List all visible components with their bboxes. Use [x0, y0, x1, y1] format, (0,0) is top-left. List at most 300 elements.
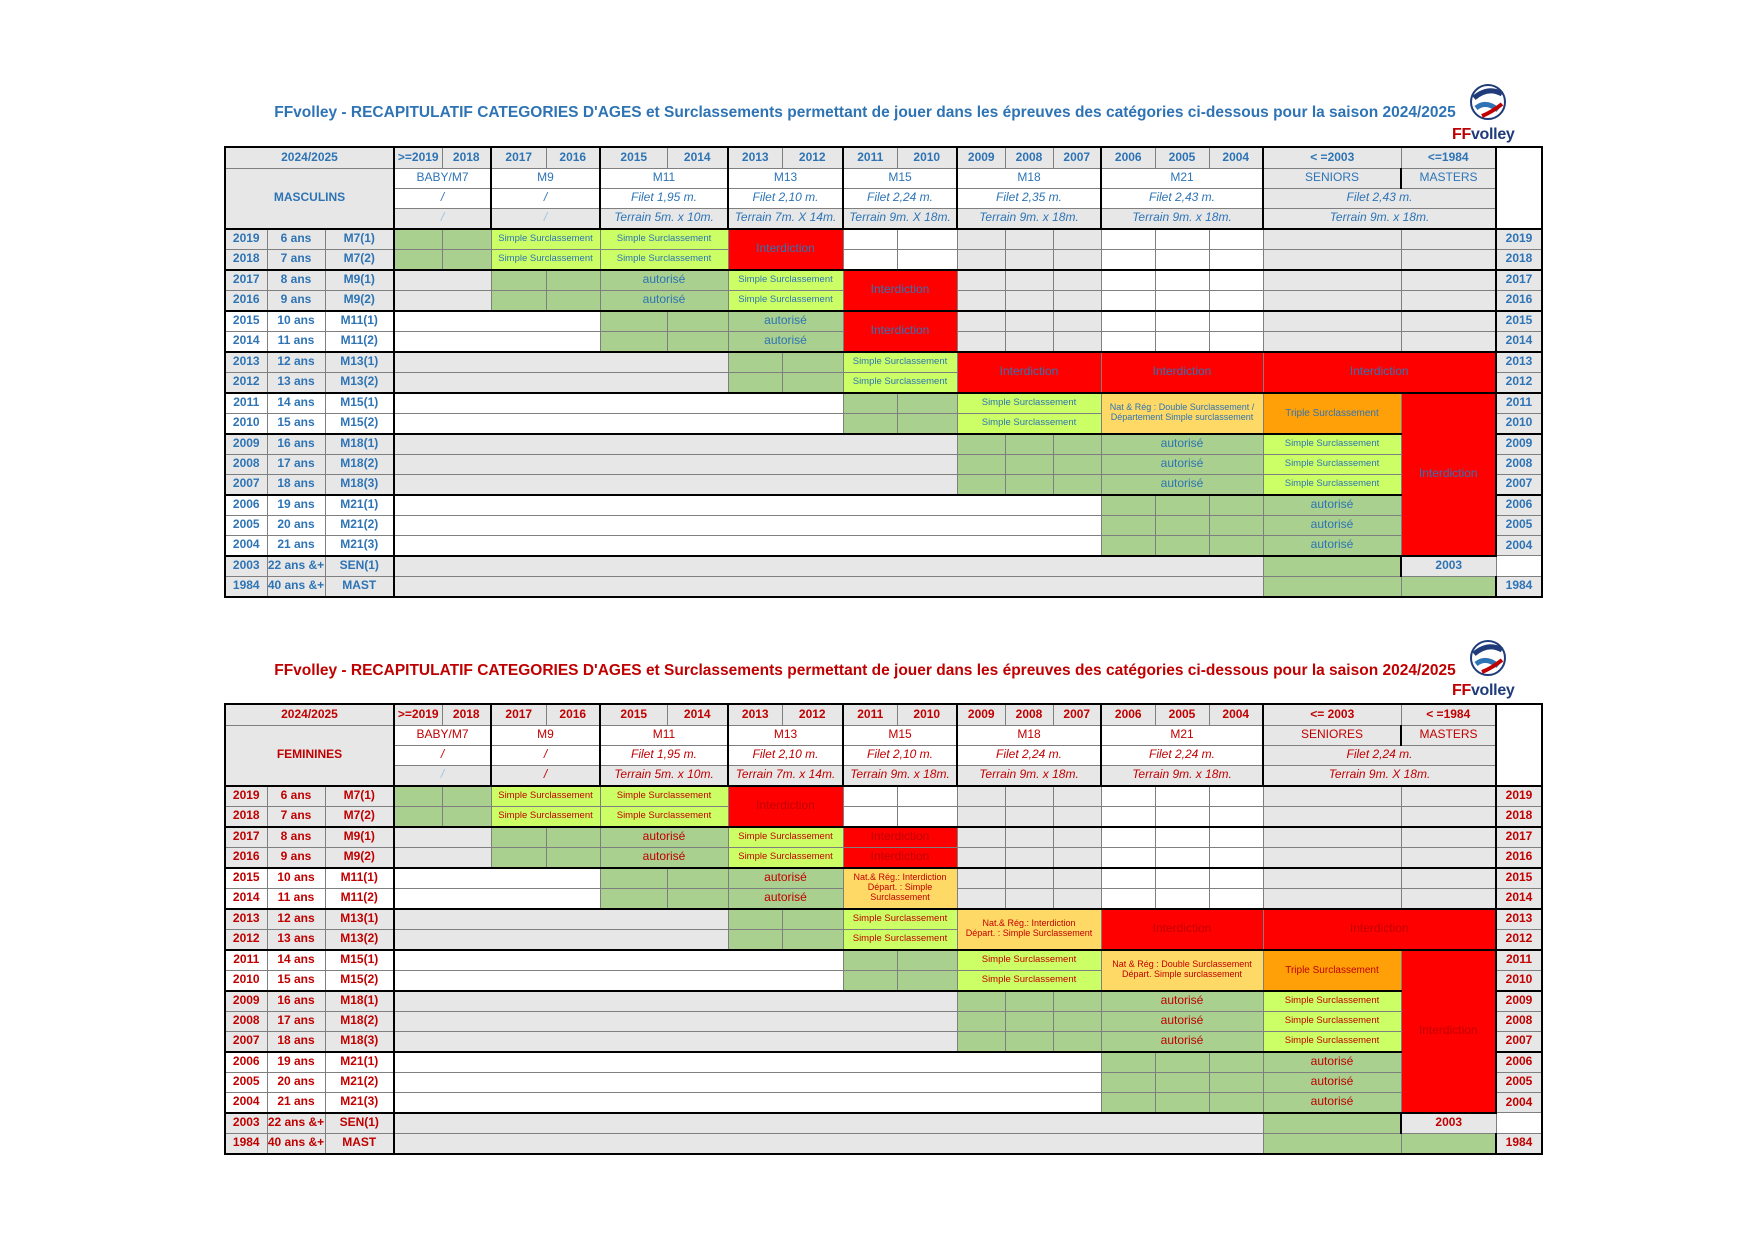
row-age: 9 ans	[267, 290, 325, 311]
terrain-header: /	[394, 765, 491, 786]
terrain-header: Terrain 7m. x 14m.	[728, 765, 843, 786]
row-category: M13(1)	[325, 909, 394, 930]
row-age: 10 ans	[267, 868, 325, 889]
green-cell	[957, 991, 1005, 1012]
row-age: 17 ans	[267, 454, 325, 474]
terrain-header: Terrain 9m. x 18m.	[1101, 765, 1263, 786]
year-header: 2009	[957, 704, 1005, 725]
empty-cell	[1263, 868, 1401, 889]
empty-cell	[1053, 270, 1101, 291]
green-cell	[1005, 474, 1053, 495]
empty-cell	[1155, 827, 1209, 848]
ffvolley-ball-icon	[1468, 638, 1508, 678]
empty-cell	[1053, 331, 1101, 352]
table-row	[225, 806, 1542, 827]
row-age: 7 ans	[267, 249, 325, 270]
green-cell	[1101, 515, 1155, 535]
green-cell	[546, 827, 600, 848]
empty-cell	[957, 847, 1005, 868]
simple-surclassement-cell: Simple Surclassement	[728, 290, 843, 311]
green-cell	[1209, 515, 1263, 535]
table-row	[225, 434, 1542, 455]
empty-cell	[394, 535, 1101, 556]
interdiction-cell: Interdiction	[728, 786, 843, 827]
interdiction-cell: Interdiction	[1263, 352, 1496, 393]
interdiction-cell: Interdiction	[1401, 950, 1496, 1113]
autorise-cell: autorisé	[600, 827, 728, 848]
terrain-header: /	[394, 208, 491, 229]
empty-cell	[1155, 249, 1209, 270]
empty-cell	[1155, 270, 1209, 291]
filet-header: Filet 1,95 m.	[600, 745, 728, 765]
empty-cell	[957, 229, 1005, 250]
empty-cell	[1101, 331, 1155, 352]
simple-surclassement-cell: Simple Surclassement	[600, 786, 728, 807]
two-line-text: Nat.& Rég.: Interdiction	[982, 918, 1076, 929]
ffvolley-logo	[1452, 638, 1532, 700]
empty-cell	[394, 495, 1101, 516]
empty-cell	[394, 950, 843, 971]
row-age: 7 ans	[267, 806, 325, 827]
empty-cell	[1155, 229, 1209, 250]
row-age: 18 ans	[267, 474, 325, 495]
green-cell	[1155, 1072, 1209, 1092]
green-cell	[394, 229, 442, 250]
row-year: 2018	[225, 806, 267, 827]
empty-cell	[843, 249, 897, 270]
green-cell	[782, 929, 843, 950]
category-header: BABY/M7	[394, 168, 491, 188]
row-age: 9 ans	[267, 847, 325, 868]
green-cell	[1005, 991, 1053, 1012]
row-year: 2007	[225, 1031, 267, 1052]
empty-cell	[1263, 806, 1401, 827]
green-cell	[897, 970, 957, 991]
two-line-text: Départ. Simple surclassement	[1121, 969, 1243, 979]
row-year-right: 2007	[1496, 474, 1542, 495]
simple-surclassement-cell: Simple Surclassement	[1263, 991, 1401, 1012]
simple-surclassement-cell: Simple Surclassement	[957, 950, 1101, 971]
table-row	[225, 515, 1542, 535]
m21-nat-dep-cell	[1101, 950, 1263, 991]
empty-cell	[957, 311, 1005, 332]
row-year: 1984	[225, 1133, 267, 1154]
green-cell	[546, 290, 600, 311]
green-cell	[600, 331, 667, 352]
empty-cell	[897, 229, 957, 250]
row-year-right: 2003	[1401, 1113, 1496, 1134]
table-row	[225, 495, 1542, 516]
terrain-header: Terrain 9m. X 18m.	[1263, 765, 1496, 786]
autorise-cell: autorisé	[728, 868, 843, 889]
row-category: M9(1)	[325, 270, 394, 291]
empty-cell	[394, 970, 843, 991]
empty-cell	[1101, 806, 1155, 827]
empty-cell	[957, 888, 1005, 909]
green-cell	[843, 413, 897, 434]
empty-cell	[1263, 229, 1401, 250]
category-header: M15	[843, 725, 957, 745]
empty-cell	[394, 290, 491, 311]
table-row	[225, 1092, 1542, 1113]
autorise-cell: autorisé	[1101, 1011, 1263, 1031]
interdiction-cell: Interdiction	[1101, 909, 1263, 950]
row-year-right: 2014	[1496, 888, 1542, 909]
empty-cell	[1005, 331, 1053, 352]
autorise-cell: autorisé	[1101, 474, 1263, 495]
table-row	[225, 1052, 1542, 1073]
ffvolley-wordmark: FFvolley	[1452, 126, 1515, 143]
row-year: 2018	[225, 249, 267, 270]
empty-cell	[1401, 868, 1496, 889]
row-category: MAST	[325, 1133, 394, 1154]
empty-cell	[1101, 249, 1155, 270]
year-header: 2013	[728, 704, 782, 725]
empty-cell	[1005, 290, 1053, 311]
green-cell	[728, 372, 782, 393]
empty-cell	[394, 847, 491, 868]
year-header: 2017	[491, 147, 546, 168]
row-year: 2017	[225, 270, 267, 291]
autorise-cell: autorisé	[1263, 535, 1401, 556]
green-cell	[1053, 991, 1101, 1012]
empty-cell	[1053, 786, 1101, 807]
empty-cell	[957, 331, 1005, 352]
simple-surclassement-cell: Simple Surclassement	[728, 847, 843, 868]
row-age: 20 ans	[267, 515, 325, 535]
header-filets-row	[225, 188, 1542, 208]
empty-cell	[957, 249, 1005, 270]
category-header: M21	[1101, 725, 1263, 745]
empty-cell	[1401, 229, 1496, 250]
autorise-cell: autorisé	[1263, 1092, 1401, 1113]
table-row	[225, 909, 1542, 930]
row-year-right: 2019	[1496, 229, 1542, 250]
green-cell	[843, 970, 897, 991]
filet-header: /	[394, 745, 491, 765]
green-cell	[442, 229, 491, 250]
green-cell	[1053, 434, 1101, 455]
season-label: 2024/2025	[225, 704, 394, 725]
green-cell	[782, 372, 843, 393]
row-category: M15(2)	[325, 413, 394, 434]
empty-cell	[1005, 806, 1053, 827]
interdiction-cell: Interdiction	[957, 352, 1101, 393]
category-header: M18	[957, 725, 1101, 745]
row-category: M21(2)	[325, 1072, 394, 1092]
green-cell	[1053, 1031, 1101, 1052]
row-year: 2016	[225, 847, 267, 868]
row-age: 15 ans	[267, 413, 325, 434]
simple-surclassement-cell: Simple Surclassement	[491, 806, 600, 827]
row-age: 8 ans	[267, 827, 325, 848]
empty-cell	[1053, 868, 1101, 889]
row-year-right: 2017	[1496, 270, 1542, 291]
terrain-header: Terrain 7m. X 14m.	[728, 208, 843, 229]
empty-cell	[394, 1031, 957, 1052]
interdiction-cell: Interdiction	[1401, 393, 1496, 556]
row-age: 40 ans &+	[267, 1133, 325, 1154]
row-year: 2011	[225, 393, 267, 414]
empty-cell	[1263, 847, 1401, 868]
autorise-cell: autorisé	[600, 270, 728, 291]
green-cell	[1155, 535, 1209, 556]
empty-cell	[394, 270, 491, 291]
simple-surclassement-cell: Simple Surclassement	[491, 229, 600, 250]
category-header: M13	[728, 725, 843, 745]
empty-cell	[1053, 847, 1101, 868]
year-header: 2010	[897, 147, 957, 168]
table-row	[225, 393, 1542, 414]
empty-cell	[394, 434, 957, 455]
table-row	[225, 270, 1542, 291]
terrain-header: Terrain 9m. x 18m.	[1263, 208, 1496, 229]
row-category: M18(2)	[325, 1011, 394, 1031]
row-year-right: 2004	[1496, 535, 1542, 556]
row-year-right: 2011	[1496, 393, 1542, 414]
empty-cell	[1155, 888, 1209, 909]
green-cell	[1005, 1011, 1053, 1031]
category-header: M9	[491, 168, 600, 188]
terrain-header: /	[491, 765, 600, 786]
empty-cell	[1155, 311, 1209, 332]
table-row	[225, 950, 1542, 971]
year-header: 2011	[843, 704, 897, 725]
green-cell	[728, 929, 782, 950]
row-year-right: 2009	[1496, 434, 1542, 455]
empty-cell	[1005, 847, 1053, 868]
green-cell	[1101, 535, 1155, 556]
row-year-right: 2006	[1496, 1052, 1542, 1073]
empty-cell	[957, 786, 1005, 807]
header-terrains-row	[225, 765, 1542, 786]
green-cell	[1263, 1113, 1401, 1134]
empty-cell	[394, 311, 600, 332]
triple-surclassement-cell: Triple Surclassement	[1263, 950, 1401, 991]
row-category: MAST	[325, 576, 394, 597]
empty-cell	[1053, 806, 1101, 827]
row-age: 21 ans	[267, 535, 325, 556]
empty-cell	[1401, 270, 1496, 291]
empty-cell	[394, 515, 1101, 535]
row-category: M18(2)	[325, 454, 394, 474]
empty-cell	[1101, 229, 1155, 250]
year-header: 2014	[667, 704, 728, 725]
row-category: M11(1)	[325, 311, 394, 332]
header-years-row	[225, 704, 1542, 725]
simple-surclassement-cell: Simple Surclassement	[1263, 434, 1401, 455]
autorise-cell: autorisé	[600, 290, 728, 311]
empty-cell	[1209, 786, 1263, 807]
empty-cell	[1101, 270, 1155, 291]
row-year-right: 2005	[1496, 1072, 1542, 1092]
year-header: 2011	[843, 147, 897, 168]
year-header: 2013	[728, 147, 782, 168]
autorise-cell: autorisé	[728, 311, 843, 332]
simple-surclassement-cell: Simple Surclassement	[600, 229, 728, 250]
row-age: 19 ans	[267, 1052, 325, 1073]
green-cell	[782, 352, 843, 373]
green-cell	[442, 806, 491, 827]
row-year: 2004	[225, 535, 267, 556]
green-cell	[667, 888, 728, 909]
row-year: 2006	[225, 1052, 267, 1073]
category-header: MASTERS	[1401, 168, 1496, 188]
row-category: M15(1)	[325, 393, 394, 414]
row-year-right: 2014	[1496, 331, 1542, 352]
row-year-right: 2018	[1496, 249, 1542, 270]
row-year: 2019	[225, 786, 267, 807]
empty-cell	[1263, 311, 1401, 332]
empty-cell	[1401, 311, 1496, 332]
row-year: 2012	[225, 929, 267, 950]
empty-cell	[1101, 827, 1155, 848]
empty-cell	[1101, 311, 1155, 332]
row-age: 6 ans	[267, 786, 325, 807]
table-row	[225, 991, 1542, 1012]
interdiction-cell: Interdiction	[843, 847, 957, 868]
simple-surclassement-cell: Simple Surclassement	[957, 413, 1101, 434]
green-cell	[1101, 1072, 1155, 1092]
empty-cell	[1209, 888, 1263, 909]
empty-cell	[1053, 229, 1101, 250]
empty-cell	[394, 1011, 957, 1031]
green-cell	[1005, 1031, 1053, 1052]
row-age: 8 ans	[267, 270, 325, 291]
category-header: SENIORS	[1263, 168, 1401, 188]
row-category: M9(2)	[325, 847, 394, 868]
terrain-header: Terrain 5m. x 10m.	[600, 765, 728, 786]
row-category: M13(2)	[325, 372, 394, 393]
green-cell	[1209, 1092, 1263, 1113]
terrain-header: Terrain 9m. x 18m.	[843, 765, 957, 786]
row-category: M11(2)	[325, 888, 394, 909]
green-cell	[728, 352, 782, 373]
filet-header: Filet 2,35 m.	[957, 188, 1101, 208]
row-category: M15(1)	[325, 950, 394, 971]
green-cell	[1005, 434, 1053, 455]
empty-cell	[957, 290, 1005, 311]
empty-cell	[1005, 888, 1053, 909]
category-header: M9	[491, 725, 600, 745]
green-cell	[1155, 1092, 1209, 1113]
row-category: M18(3)	[325, 1031, 394, 1052]
year-header: < =2003	[1263, 147, 1401, 168]
interdiction-cell: Interdiction	[843, 827, 957, 848]
row-year-right: 2008	[1496, 454, 1542, 474]
filet-header: Filet 2,24 m.	[957, 745, 1101, 765]
empty-cell	[394, 888, 600, 909]
row-age: 21 ans	[267, 1092, 325, 1113]
year-header: 2012	[782, 704, 843, 725]
empty-cell	[1209, 806, 1263, 827]
row-year: 2005	[225, 1072, 267, 1092]
row-category: M9(2)	[325, 290, 394, 311]
empty-cell	[897, 249, 957, 270]
green-cell	[1101, 495, 1155, 516]
row-year: 2014	[225, 888, 267, 909]
empty-cell	[1263, 786, 1401, 807]
row-year: 2011	[225, 950, 267, 971]
table-row	[225, 556, 1542, 577]
simple-surclassement-cell: Simple Surclassement	[728, 827, 843, 848]
row-year-right: 2012	[1496, 929, 1542, 950]
category-header: SENIORES	[1263, 725, 1401, 745]
empty-cell	[1209, 868, 1263, 889]
autorise-cell: autorisé	[1263, 495, 1401, 516]
empty-cell	[1005, 311, 1053, 332]
category-header: MASTERS	[1401, 725, 1496, 745]
green-cell	[897, 393, 957, 414]
empty-cell	[1101, 786, 1155, 807]
row-category: M7(2)	[325, 249, 394, 270]
green-cell	[1053, 454, 1101, 474]
row-age: 12 ans	[267, 352, 325, 373]
table-row	[225, 868, 1542, 889]
table-row	[225, 352, 1542, 373]
green-cell	[546, 270, 600, 291]
simple-surclassement-cell: Simple Surclassement	[491, 786, 600, 807]
year-header: 2010	[897, 704, 957, 725]
empty-cell	[394, 454, 957, 474]
terrain-header: Terrain 9m. x 18m.	[1101, 208, 1263, 229]
empty-cell	[394, 1052, 1101, 1073]
empty-cell	[957, 827, 1005, 848]
ffvolley-ball-icon	[1468, 82, 1508, 122]
empty-cell	[1053, 249, 1101, 270]
simple-surclassement-cell: Simple Surclassement	[1263, 454, 1401, 474]
filet-header: Filet 2,43 m.	[1101, 188, 1263, 208]
row-category: M21(2)	[325, 515, 394, 535]
empty-cell	[394, 1072, 1101, 1092]
year-header: 2015	[600, 147, 667, 168]
empty-cell	[1155, 868, 1209, 889]
row-category: SEN(1)	[325, 556, 394, 577]
table-feminines	[224, 703, 1543, 1155]
empty-cell	[394, 413, 843, 434]
simple-surclassement-cell: Simple Surclassement	[491, 249, 600, 270]
table-row	[225, 1133, 1542, 1154]
row-category: M21(3)	[325, 1092, 394, 1113]
empty-cell	[394, 474, 957, 495]
empty-cell	[1209, 249, 1263, 270]
terrain-header: /	[491, 208, 600, 229]
two-line-text: Nat & Rég : Double Surclassement	[1112, 959, 1252, 970]
autorise-cell: autorisé	[1101, 454, 1263, 474]
simple-surclassement-cell: Simple Surclassement	[600, 249, 728, 270]
terrain-header: Terrain 9m. x 18m.	[957, 208, 1101, 229]
green-cell	[600, 888, 667, 909]
row-age: 12 ans	[267, 909, 325, 930]
empty-cell	[1209, 229, 1263, 250]
filet-header: /	[491, 188, 600, 208]
year-header: 2004	[1209, 147, 1263, 168]
category-header: M11	[600, 168, 728, 188]
row-year: 2013	[225, 352, 267, 373]
green-cell	[782, 909, 843, 930]
two-line-text: Nat.& Rég.: Interdiction	[853, 872, 947, 883]
empty-cell	[394, 1092, 1101, 1113]
green-cell	[897, 413, 957, 434]
empty-cell	[1401, 827, 1496, 848]
row-year: 2003	[225, 556, 267, 577]
empty-cell	[957, 868, 1005, 889]
empty-cell	[1209, 847, 1263, 868]
empty-cell	[1209, 311, 1263, 332]
green-cell	[957, 434, 1005, 455]
interdiction-cell: Interdiction	[843, 270, 957, 311]
season-label: 2024/2025	[225, 147, 394, 168]
